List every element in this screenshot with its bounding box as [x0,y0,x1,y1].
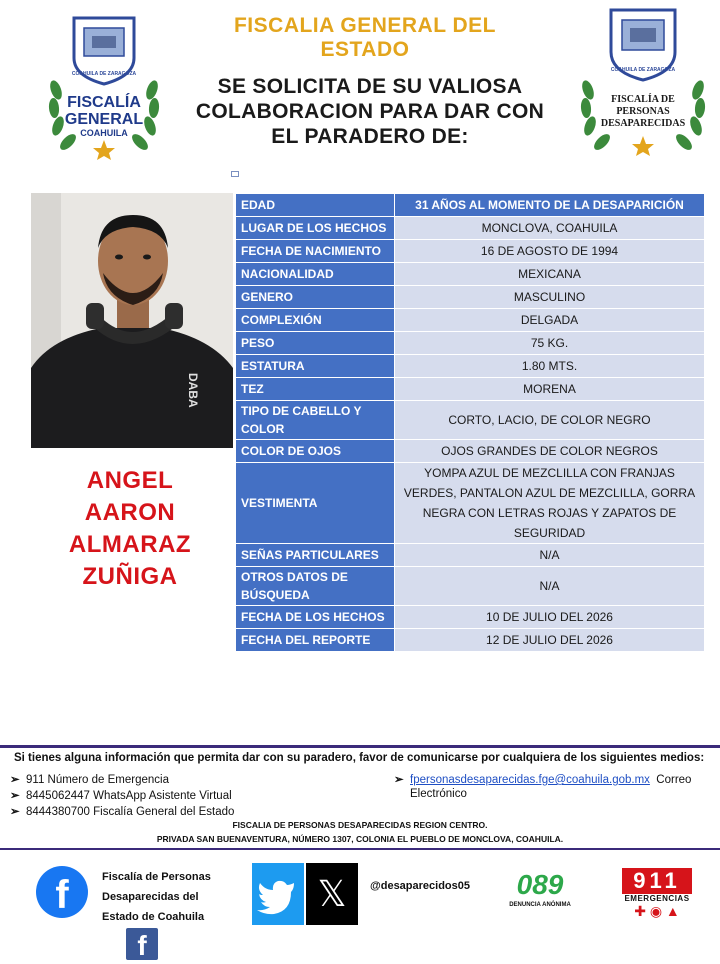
detail-value: N/A [395,567,705,606]
detail-value: MONCLOVA, COAHUILA [395,217,705,240]
emergency-911-logo [622,868,692,919]
detail-label: FECHA DE LOS HECHOS [236,606,395,629]
email-link[interactable]: fpersonasdesaparecidas.fge@coahuila.gob.mx [410,774,650,786]
facebook-icon[interactable]: f [36,866,88,918]
detail-value: N/A [395,544,705,567]
table-row [236,463,705,544]
svg-text:PERSONAS: PERSONAS [616,106,670,117]
request-heading: SE SOLICITA DE SU VALIOSA COLABORACION PARA DAR CON EL PARADERO DE: [195,75,545,148]
arrow-bullet-icon: ➢ [10,774,20,786]
emergency-label: EMERGENCIAS [624,894,690,903]
detail-value: 31 AÑOS AL MOMENTO DE LA DESAPARICIÓN [395,194,705,217]
phone-fiscalia: ➢ 8444380700 Fiscalía General del Estado [10,806,235,818]
social-handle: @desaparecidos05 [370,880,470,892]
detail-label: SEÑAS PARTICULARES [236,544,395,567]
name-line: ALMARAZ [68,531,192,558]
contact-divider-top [0,745,720,748]
table-row [236,629,705,652]
detail-value: DELGADA [395,309,705,332]
detail-label: COLOR DE OJOS [236,440,395,463]
detail-value: MORENA [395,378,705,401]
arrow-bullet-icon: ➢ [394,774,404,786]
table-row [236,309,705,332]
table-row [236,194,705,217]
detail-value: 12 DE JULIO DEL 2026 [395,629,705,652]
detail-label: FECHA DEL REPORTE [236,629,395,652]
anonymous-number: 089 [516,869,564,900]
detail-label: TIPO DE CABELLO Y COLOR [236,401,395,440]
svg-text:FISCALÍA DE: FISCALÍA DE [611,94,675,105]
svg-text:COAHUILA DE ZARAGOZA: COAHUILA DE ZARAGOZA [71,71,137,77]
facebook-page-name: Fiscalía de Personas Desaparecidas del Estado de Coahuila [102,871,211,923]
table-row [236,567,705,606]
detail-label: FECHA DE NACIMIENTO [236,240,395,263]
detail-value: YOMPA AZUL DE MEZCLILLA CON FRANJAS VERDES, PANTALON AZUL DE MEZCLILLA, GORRA NEGRA CON LETRAS ROJAS Y ZAPATOS DE SEGURIDAD [395,463,705,544]
detail-value: 1.80 MTS. [395,355,705,378]
detail-label: PESO [236,332,395,355]
table-row [236,332,705,355]
detail-label: OTROS DATOS DE BÚSQUEDA [236,567,395,606]
table-row [236,217,705,240]
svg-text:COAHUILA: COAHUILA [80,128,128,138]
emergency-number: 911 [622,868,692,894]
detail-label: LUGAR DE LOS HECHOS [236,217,395,240]
emergency-services-icon: ✚ ◉ ▲ [634,903,680,919]
arrow-bullet-icon: ➢ [10,806,20,818]
detail-value: 10 DE JULIO DEL 2026 [395,606,705,629]
detail-label: GENERO [236,286,395,309]
table-row [236,401,705,440]
email-label: Electrónico [410,788,467,800]
table-row [236,440,705,463]
detail-value: MASCULINO [395,286,705,309]
detail-value: MEXICANA [395,263,705,286]
anonymous-label: DENUNCIA ANÓNIMA [509,902,571,908]
phone-whatsapp: ➢ 8445062447 WhatsApp Asistente Virtual [10,790,232,802]
phone-emergency: ➢ 911 Número de Emergencia [10,774,169,786]
contact-divider-bottom [0,848,720,850]
office-name: FISCALIA DE PERSONAS DESAPARECIDAS REGION CENTRO. [232,820,488,830]
detail-value: CORTO, LACIO, DE COLOR NEGRO [395,401,705,440]
anonymous-report-logo [505,868,575,908]
svg-text:DESAPARECIDAS: DESAPARECIDAS [600,118,686,129]
shirt-print: DABA [186,373,200,408]
detail-label: VESTIMENTA [236,463,395,544]
agency-title: FISCALIA GENERAL DEL ESTADO [233,14,496,61]
arrow-bullet-icon: ➢ [10,790,20,802]
fiscalia-general-seal [44,10,164,160]
missing-person-name [45,465,215,593]
detail-value: 75 KG. [395,332,705,355]
email-contact: ➢ fpersonasdesaparecidas.fge@coahuila.gob.mx Correo [394,774,692,786]
detail-label: NACIONALIDAD [236,263,395,286]
detail-label: ESTATURA [236,355,395,378]
facebook-square-icon[interactable]: f [126,928,158,960]
table-row [236,606,705,629]
name-line: ANGEL [86,467,174,494]
broken-image-icon [231,171,239,177]
detail-value: 16 DE AGOSTO DE 1994 [395,240,705,263]
office-address: PRIVADA SAN BUENAVENTURA, NÚMERO 1307, COLONIA EL PUEBLO DE MONCLOVA, COAHUILA. [156,834,564,844]
svg-text:GENERAL: GENERAL [64,111,144,128]
detail-value: OJOS GRANDES DE COLOR NEGROS [395,440,705,463]
detail-label: EDAD [236,194,395,217]
name-line: ZUÑIGA [82,563,178,590]
name-line: AARON [84,499,176,526]
table-row [236,286,705,309]
svg-text:COAHUILA DE ZARAGOZA: COAHUILA DE ZARAGOZA [610,67,676,73]
detail-label: TEZ [236,378,395,401]
table-row [236,263,705,286]
svg-text:FISCALÍA: FISCALÍA [67,94,141,111]
table-row [236,544,705,567]
detail-label: COMPLEXIÓN [236,309,395,332]
table-row [236,240,705,263]
table-row [236,378,705,401]
x-logo-icon[interactable]: 𝕏 [306,863,358,925]
person-details-table [235,193,705,652]
table-row [236,355,705,378]
twitter-bird-icon[interactable] [252,863,304,925]
missing-person-photo [31,193,233,448]
contact-intro: Si tienes alguna información que permita dar con su paradero, favor de comunicarse por cualquiera de los siguientes medios: [14,752,705,764]
fiscalia-personas-desaparecidas-seal [578,4,698,154]
